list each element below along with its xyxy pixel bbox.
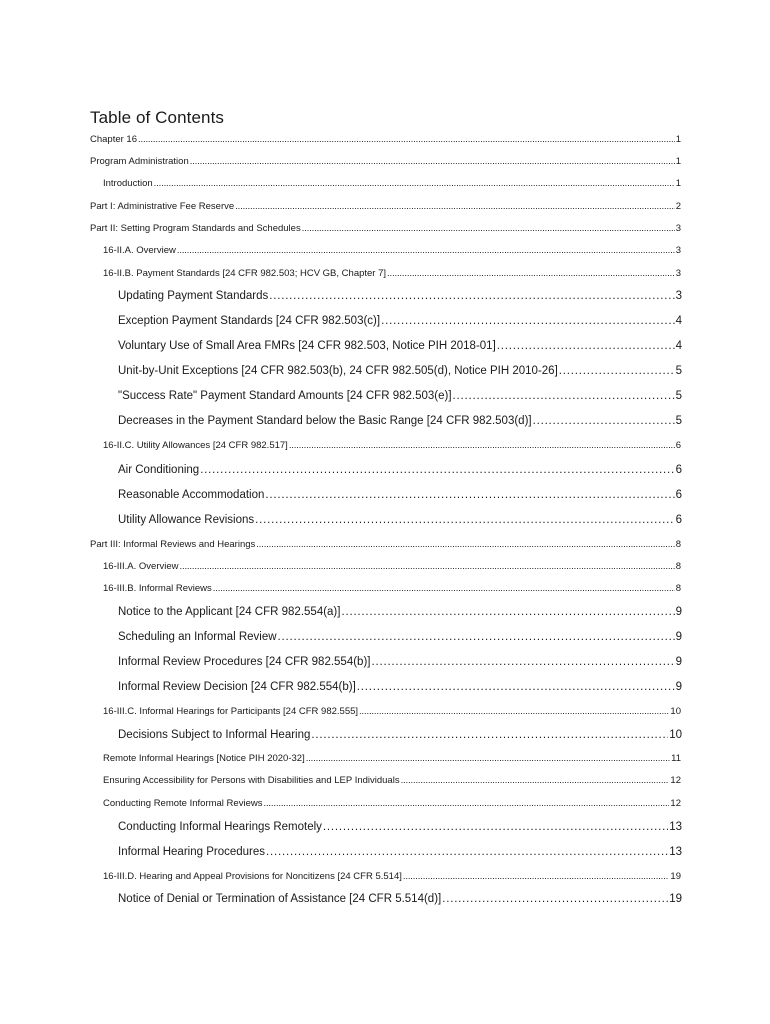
toc-entry-label: 16-II.C. Utility Allowances [24 CFR 982.517] bbox=[103, 440, 288, 451]
toc-entry-label: "Success Rate" Payment Standard Amounts [24 CFR 982.503(e)] bbox=[118, 390, 452, 402]
toc-leader-dots bbox=[371, 656, 674, 668]
toc-entry[interactable] bbox=[103, 775, 681, 786]
toc-entry-page: 4 bbox=[675, 340, 682, 352]
toc-entry-label: Part III: Informal Reviews and Hearings bbox=[90, 539, 256, 550]
toc-entry-page: 6 bbox=[675, 440, 681, 451]
toc-entry-page: 9 bbox=[675, 681, 682, 693]
toc-leader-dots bbox=[453, 390, 675, 402]
toc-entry[interactable] bbox=[90, 134, 681, 145]
toc-entry[interactable] bbox=[103, 753, 681, 764]
toc-entry[interactable] bbox=[118, 489, 682, 501]
toc-leader-dots bbox=[357, 681, 675, 693]
toc-entry-page: 5 bbox=[675, 365, 682, 377]
toc-entry-page: 3 bbox=[675, 223, 681, 234]
toc-entry-label: 16-III.C. Informal Hearings for Participants [24 CFR 982.555] bbox=[103, 706, 359, 717]
toc-leader-dots bbox=[265, 489, 674, 501]
toc-leader-dots bbox=[256, 539, 674, 550]
toc-leader-dots bbox=[154, 178, 675, 189]
toc-entry-label: Scheduling an Informal Review bbox=[118, 631, 277, 643]
toc-entry[interactable] bbox=[118, 606, 682, 618]
toc-leader-dots bbox=[180, 561, 675, 572]
toc-entry-page: 1 bbox=[675, 134, 681, 145]
toc-entry-label: Part I: Administrative Fee Reserve bbox=[90, 201, 235, 212]
toc-entry-label: 16-II.B. Payment Standards [24 CFR 982.503; HCV GB, Chapter 7] bbox=[103, 268, 387, 279]
toc-entry-page: 9 bbox=[675, 606, 682, 618]
toc-entry-page: 19 bbox=[669, 893, 682, 905]
toc-entry-label: Informal Review Decision [24 CFR 982.554(b)] bbox=[118, 681, 356, 693]
toc-entry-page: 3 bbox=[675, 290, 682, 302]
toc-entry-label: Ensuring Accessibility for Persons with Disabilities and LEP Individuals bbox=[103, 775, 400, 786]
toc-leader-dots bbox=[533, 415, 675, 427]
toc-entry[interactable] bbox=[103, 871, 681, 882]
toc-leader-dots bbox=[266, 846, 668, 858]
toc-entry-label: Introduction bbox=[103, 178, 153, 189]
toc-leader-dots bbox=[401, 775, 670, 786]
toc-entry-label: Notice to the Applicant [24 CFR 982.554(a)] bbox=[118, 606, 341, 618]
toc-entry[interactable] bbox=[118, 681, 682, 693]
toc-leader-dots bbox=[381, 315, 675, 327]
toc-entry[interactable] bbox=[118, 846, 682, 858]
toc-title: Table of Contents bbox=[90, 108, 225, 127]
toc-entry[interactable] bbox=[118, 729, 682, 741]
toc-leader-dots bbox=[213, 583, 675, 594]
toc-entry[interactable] bbox=[118, 893, 682, 905]
toc-entry-label: 16-II.A. Overview bbox=[103, 245, 176, 256]
toc-entry-label: 16-III.A. Overview bbox=[103, 561, 179, 572]
toc-leader-dots bbox=[497, 340, 675, 352]
toc-entry[interactable] bbox=[90, 156, 681, 167]
toc-entry[interactable] bbox=[103, 178, 681, 189]
toc-entry[interactable] bbox=[118, 290, 682, 302]
toc-entry-label: Conducting Remote Informal Reviews bbox=[103, 798, 263, 809]
toc-entry-page: 1 bbox=[675, 156, 681, 167]
toc-entry-page: 3 bbox=[675, 268, 681, 279]
toc-leader-dots bbox=[341, 606, 674, 618]
toc-entry-label: Decisions Subject to Informal Hearing bbox=[118, 729, 311, 741]
toc-entry[interactable] bbox=[118, 390, 682, 402]
toc-entry-page: 4 bbox=[675, 315, 682, 327]
toc-entry-label: Utility Allowance Revisions bbox=[118, 514, 255, 526]
toc-entry-page: 12 bbox=[670, 775, 681, 786]
toc-entry-page: 3 bbox=[675, 245, 681, 256]
toc-entry[interactable] bbox=[103, 583, 681, 594]
toc-entry[interactable] bbox=[118, 415, 682, 427]
toc-entry[interactable] bbox=[118, 656, 682, 668]
toc-entry-page: 13 bbox=[669, 821, 682, 833]
toc-entry-page: 8 bbox=[675, 539, 681, 550]
toc-leader-dots bbox=[263, 798, 669, 809]
toc-entry-page: 5 bbox=[675, 415, 682, 427]
toc-leader-dots bbox=[269, 290, 674, 302]
toc-leader-dots bbox=[138, 134, 675, 145]
toc-entry-page: 1 bbox=[675, 178, 681, 189]
toc-leader-dots bbox=[190, 156, 675, 167]
toc-entry-label: 16-III.D. Hearing and Appeal Provisions for Noncitizens [24 CFR 5.514] bbox=[103, 871, 402, 882]
toc-entry[interactable] bbox=[90, 539, 681, 550]
toc-entry[interactable] bbox=[118, 821, 682, 833]
toc-entry-page: 5 bbox=[675, 390, 682, 402]
toc-entry[interactable] bbox=[118, 340, 682, 352]
toc-entry-page: 10 bbox=[670, 706, 681, 717]
toc-entry[interactable] bbox=[103, 440, 681, 451]
toc-entry-page: 19 bbox=[670, 871, 681, 882]
toc-leader-dots bbox=[200, 464, 674, 476]
toc-leader-dots bbox=[387, 268, 675, 279]
toc-entry-label: Conducting Informal Hearings Remotely bbox=[118, 821, 322, 833]
toc-entry-page: 6 bbox=[675, 514, 682, 526]
toc-leader-dots bbox=[235, 201, 675, 212]
toc-entry[interactable] bbox=[103, 561, 681, 572]
toc-entry-label: Decreases in the Payment Standard below the Basic Range [24 CFR 982.503(d)] bbox=[118, 415, 532, 427]
toc-entry-label: Updating Payment Standards bbox=[118, 290, 269, 302]
toc-entry[interactable] bbox=[118, 464, 682, 476]
toc-entry-page: 12 bbox=[670, 798, 681, 809]
toc-leader-dots bbox=[323, 821, 668, 833]
toc-leader-dots bbox=[289, 440, 675, 451]
toc-leader-dots bbox=[359, 706, 669, 717]
toc-entry-page: 6 bbox=[675, 464, 682, 476]
toc-entry-label: Air Conditioning bbox=[118, 464, 200, 476]
toc-entry-label: 16-III.B. Informal Reviews bbox=[103, 583, 212, 594]
toc-leader-dots bbox=[442, 893, 668, 905]
toc-entry-label: Notice of Denial or Termination of Assistance [24 CFR 5.514(d)] bbox=[118, 893, 442, 905]
toc-entry-label: Remote Informal Hearings [Notice PIH 2020-32] bbox=[103, 753, 305, 764]
toc-entry[interactable] bbox=[118, 631, 682, 643]
toc-entry[interactable] bbox=[118, 514, 682, 526]
toc-entry[interactable] bbox=[103, 245, 681, 256]
toc-leader-dots bbox=[177, 245, 675, 256]
toc-leader-dots bbox=[311, 729, 668, 741]
toc-leader-dots bbox=[306, 753, 670, 764]
toc-entry[interactable] bbox=[90, 223, 681, 234]
toc-entry-label: Part II: Setting Program Standards and Schedules bbox=[90, 223, 301, 234]
toc-entry[interactable] bbox=[90, 201, 681, 212]
toc-entry[interactable] bbox=[103, 268, 681, 279]
toc-entry[interactable] bbox=[118, 315, 682, 327]
toc-entry-page: 8 bbox=[675, 561, 681, 572]
toc-entry-page: 2 bbox=[675, 201, 681, 212]
toc-entry-page: 6 bbox=[675, 489, 682, 501]
toc-entry-label: Reasonable Accommodation bbox=[118, 489, 265, 501]
toc-entry-label: Informal Hearing Procedures bbox=[118, 846, 266, 858]
toc-entry-label: Chapter 16 bbox=[90, 134, 138, 145]
toc-entry-page: 13 bbox=[669, 846, 682, 858]
toc-entry[interactable] bbox=[103, 798, 681, 809]
toc-entry-label: Informal Review Procedures [24 CFR 982.554(b)] bbox=[118, 656, 371, 668]
toc-entry-page: 9 bbox=[675, 656, 682, 668]
toc-leader-dots bbox=[302, 223, 675, 234]
toc-entry-label: Exception Payment Standards [24 CFR 982.503(c)] bbox=[118, 315, 381, 327]
toc-leader-dots bbox=[278, 631, 675, 643]
toc-entry-page: 8 bbox=[675, 583, 681, 594]
toc-entry-label: Program Administration bbox=[90, 156, 189, 167]
toc-entry-page: 11 bbox=[671, 753, 681, 764]
toc-leader-dots bbox=[255, 514, 674, 526]
toc-entry-label: Voluntary Use of Small Area FMRs [24 CFR 982.503, Notice PIH 2018-01] bbox=[118, 340, 496, 352]
toc-leader-dots bbox=[559, 365, 675, 377]
toc-entry-page: 9 bbox=[675, 631, 682, 643]
toc-entry[interactable] bbox=[118, 365, 682, 377]
toc-leader-dots bbox=[403, 871, 670, 882]
toc-entry-page: 10 bbox=[669, 729, 682, 741]
toc-entry[interactable] bbox=[103, 706, 681, 717]
toc-entry-label: Unit-by-Unit Exceptions [24 CFR 982.503(b), 24 CFR 982.505(d), Notice PIH 2010-26] bbox=[118, 365, 558, 377]
